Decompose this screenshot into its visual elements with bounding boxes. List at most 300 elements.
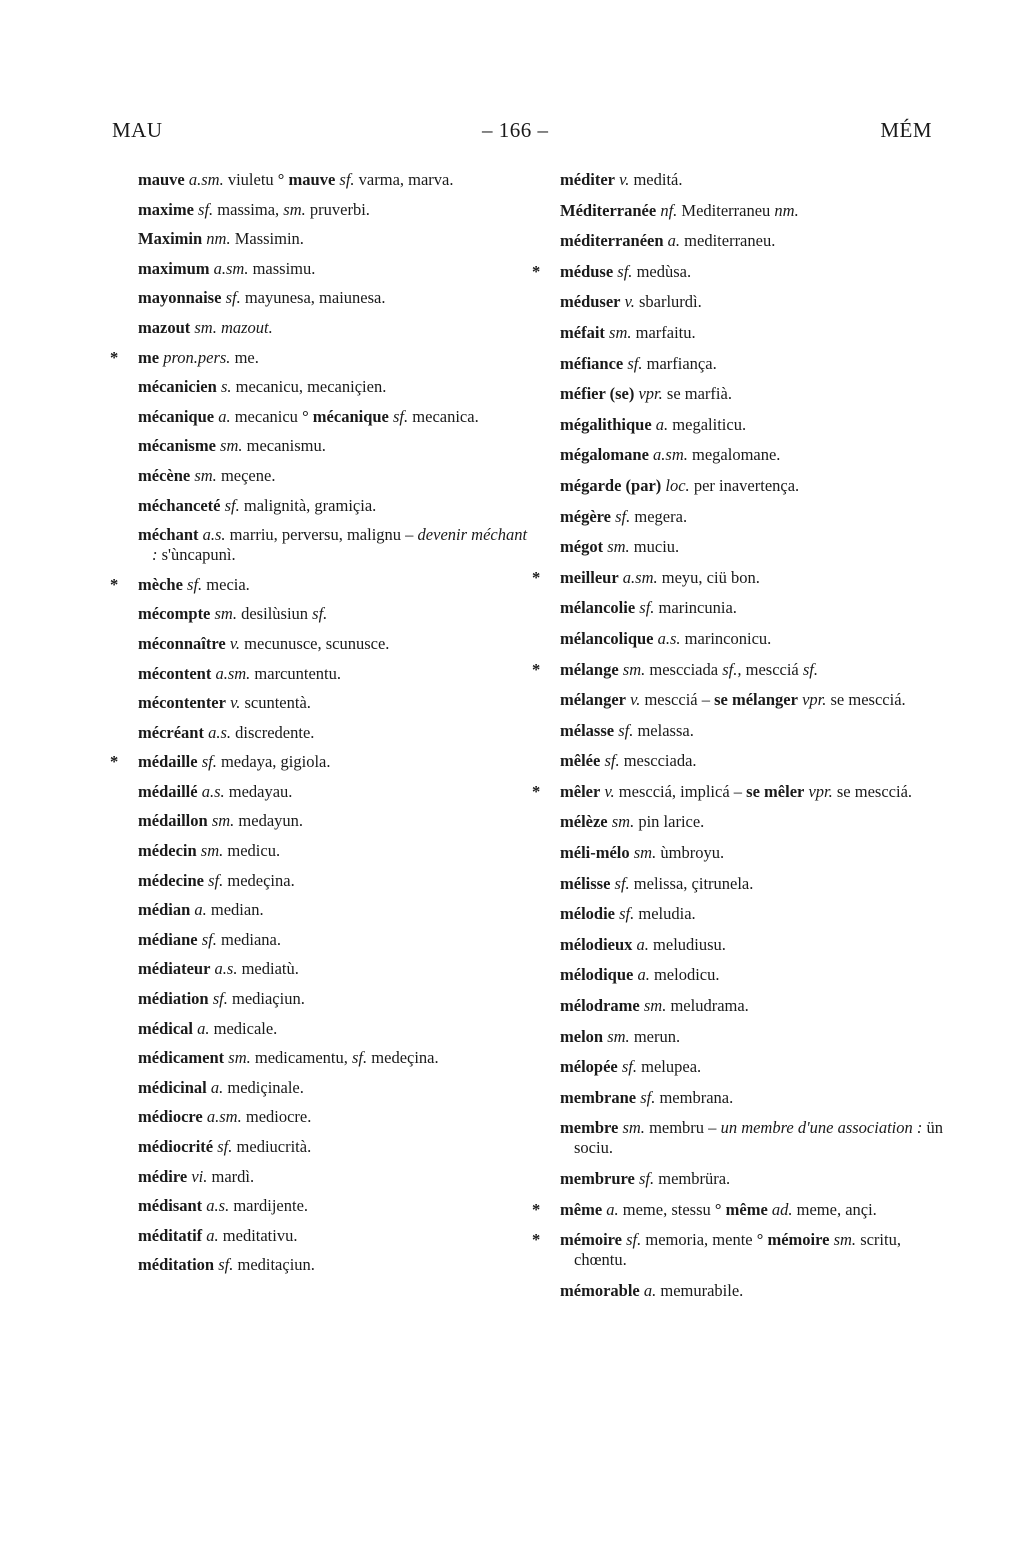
- translation: membrana.: [655, 1087, 734, 1107]
- grammar-label: a.sm.: [209, 258, 249, 278]
- headword: méditer: [560, 170, 615, 189]
- headword: mélange: [560, 659, 619, 679]
- grammar-label: sm.: [190, 317, 217, 337]
- dictionary-entry: [532, 1230, 952, 1270]
- grammar-label: a.sm.: [202, 1107, 242, 1127]
- translation: scuntentà.: [240, 693, 311, 713]
- header-right-guideword: MÉM: [880, 118, 932, 142]
- headword: mécontent: [138, 663, 212, 683]
- translation: membru –: [644, 1118, 717, 1138]
- dictionary-entry: [110, 574, 530, 595]
- headword: se mélanger: [709, 690, 798, 710]
- dictionary-entry: [138, 466, 530, 486]
- left-column: [110, 170, 530, 1285]
- dictionary-entry: [138, 841, 530, 861]
- translation: mescciada.: [619, 751, 697, 771]
- translation: meludia.: [634, 904, 696, 924]
- translation: meditaçiun.: [233, 1255, 315, 1275]
- headword: mélodie: [560, 904, 615, 924]
- headword: méfier (se): [560, 384, 635, 404]
- headword: méchant: [138, 525, 199, 545]
- grammar-label: sf.: [308, 604, 328, 624]
- dictionary-entry: [138, 1078, 530, 1098]
- dictionary-entry: [560, 476, 952, 496]
- grammar-label: sm.: [618, 1118, 645, 1138]
- grammar-label: sm.: [603, 1026, 630, 1046]
- grammar-label: a.: [214, 406, 231, 426]
- translation: meçene.: [216, 465, 276, 485]
- headword: mécanique: [138, 406, 215, 426]
- translation: medicale.: [209, 1018, 278, 1038]
- translation: mardijente.: [229, 1196, 309, 1216]
- grammar-label: a.: [190, 900, 207, 920]
- headword: même: [560, 1199, 603, 1219]
- dictionary-entry: [560, 445, 952, 465]
- grammar-label: a.: [206, 1077, 224, 1097]
- dictionary-entry: [532, 261, 952, 282]
- translation: medayau.: [224, 781, 293, 801]
- dictionary-entry: [560, 843, 952, 863]
- grammar-label: sm.: [224, 1048, 251, 1068]
- dictionary-entry: [560, 598, 952, 618]
- dictionary-entry: [138, 811, 530, 831]
- translation: se mescciá.: [826, 690, 906, 710]
- headword: mémoire: [767, 1230, 830, 1250]
- translation: medaya, gigiola.: [216, 752, 331, 772]
- dictionary-entry: [560, 904, 952, 924]
- dictionary-entry: [138, 989, 530, 1009]
- star-marker: *: [532, 659, 541, 679]
- translation: sbarlurdì.: [634, 292, 702, 312]
- translation: meme, ançi.: [792, 1199, 877, 1219]
- translation: mecanica.: [408, 406, 479, 426]
- dictionary-entry: [138, 377, 530, 397]
- headword: méduser: [560, 292, 621, 312]
- dictionary-entry: [560, 415, 952, 435]
- headword: médiateur: [138, 959, 211, 979]
- headword: mauve: [138, 170, 185, 189]
- headword: méditation: [138, 1255, 215, 1275]
- translation: meludiusu.: [648, 934, 726, 954]
- translation: ün sociu.: [574, 1118, 943, 1158]
- grammar-label: sf.: [208, 989, 228, 1009]
- grammar-label: sm.: [603, 537, 630, 557]
- dictionary-entry: [560, 1027, 952, 1047]
- headword: maximum: [138, 258, 210, 278]
- headword: mèche: [138, 574, 183, 594]
- headword: mêlée: [560, 751, 601, 771]
- star-marker: *: [532, 567, 541, 587]
- dictionary-entry: [560, 935, 952, 955]
- dictionary-entry: [560, 1169, 952, 1189]
- translation: mediucrità.: [232, 1137, 312, 1156]
- example-phrase: mazout.: [216, 317, 273, 337]
- translation: muciu.: [629, 537, 680, 557]
- translation: per inavertença.: [689, 475, 800, 495]
- headword: médaillé: [138, 781, 198, 801]
- grammar-label: sf.: [193, 199, 214, 219]
- headword: mélanger: [560, 690, 626, 710]
- headword: membre: [560, 1118, 619, 1138]
- headword: médiane: [138, 929, 198, 949]
- dictionary-entry: [532, 781, 952, 802]
- grammar-label: sf.: [197, 929, 217, 949]
- translation: medeçina.: [223, 870, 295, 890]
- dictionary-entry: [138, 1137, 530, 1157]
- headword: mégère: [560, 506, 611, 526]
- grammar-label: a.sm.: [648, 445, 688, 465]
- headword: médical: [138, 1018, 193, 1038]
- grammar-label: sf.,: [718, 659, 742, 679]
- headword: médisant: [138, 1196, 203, 1216]
- translation: pin larice.: [634, 812, 705, 832]
- grammar-label: vpr.: [634, 384, 663, 404]
- grammar-label: a.: [633, 965, 650, 985]
- grammar-label: sf.: [615, 904, 635, 924]
- headword: mélodrame: [560, 996, 640, 1016]
- star-marker: *: [532, 781, 541, 801]
- grammar-label: sf.: [388, 406, 409, 426]
- grammar-label: a.s.: [202, 1196, 230, 1216]
- grammar-label: sf.: [600, 751, 620, 771]
- dictionary-entry: [560, 537, 952, 557]
- dictionary-entry: [532, 567, 952, 588]
- grammar-label: vpr.: [804, 781, 833, 801]
- star-marker: *: [532, 1199, 541, 1219]
- translation: se mescciá.: [832, 781, 913, 801]
- headword: meilleur: [560, 567, 619, 587]
- translation: mediatù.: [237, 959, 299, 979]
- headword: méchanceté: [138, 495, 221, 515]
- dictionary-entry: [560, 292, 952, 312]
- headword: médecine: [138, 870, 204, 890]
- translation: marfaitu.: [631, 322, 696, 342]
- translation: me.: [230, 347, 259, 367]
- dictionary-entry: [560, 323, 952, 343]
- grammar-label: sf.: [221, 288, 241, 308]
- headword: mélancolique: [560, 628, 654, 648]
- headword: se mêler: [742, 781, 805, 801]
- dictionary-entry: [138, 288, 530, 308]
- grammar-label: sf.: [617, 1057, 637, 1077]
- dictionary-entry: [138, 871, 530, 891]
- headword: médire: [138, 1166, 188, 1186]
- grammar-label: sf.: [213, 1137, 233, 1156]
- example-phrase: devenir méchant :: [152, 525, 528, 565]
- translation: melissa, çitrunela.: [629, 873, 754, 893]
- translation: marriu, perversu, malignu –: [225, 525, 414, 545]
- dictionary-entry: [560, 1118, 952, 1158]
- grammar-label: a.s.: [653, 628, 681, 648]
- grammar-label: s.: [216, 377, 232, 397]
- headword: mégot: [560, 537, 604, 557]
- translation: mediaçiun.: [227, 989, 305, 1009]
- page-header: [112, 118, 932, 150]
- right-column: [532, 170, 952, 1311]
- grammar-label: v.: [614, 170, 630, 189]
- dictionary-entry: [560, 354, 952, 374]
- translation: viuletu: [223, 170, 274, 189]
- translation: megera.: [630, 506, 688, 526]
- translation: marcuntentu.: [250, 663, 341, 683]
- translation: malignità, gramiçia.: [239, 495, 377, 515]
- grammar-label: a.s.: [203, 722, 232, 742]
- translation: mecanicu, mecaniçien.: [231, 377, 387, 397]
- headword: méditerranéen: [560, 231, 664, 251]
- translation: mescciá –: [640, 690, 710, 710]
- dictionary-entry: [138, 723, 530, 743]
- grammar-label: sf.: [613, 261, 633, 281]
- dictionary-entry: [560, 690, 952, 710]
- headword: méconnaître: [138, 633, 226, 653]
- grammar-label: a.: [602, 1199, 619, 1219]
- translation: meyu, ciü bon.: [657, 567, 760, 587]
- headword: me: [138, 347, 160, 367]
- headword: mélodique: [560, 965, 634, 985]
- headword: mélèze: [560, 812, 608, 832]
- translation: Mediterraneu: [677, 200, 771, 220]
- dictionary-entry: [560, 1281, 952, 1301]
- grammar-label: sf.: [610, 873, 630, 893]
- translation: membrüra.: [654, 1169, 731, 1188]
- dictionary-entry: [138, 1048, 530, 1068]
- translation: massima,: [213, 199, 280, 219]
- dictionary-entry: [560, 231, 952, 251]
- translation: mediana.: [216, 929, 281, 949]
- headword: même: [725, 1199, 768, 1219]
- dictionary-entry: [138, 407, 530, 427]
- headword: mégalithique: [560, 414, 652, 434]
- translation: medùsa.: [632, 261, 692, 281]
- grammar-label: sf.: [636, 1087, 656, 1107]
- translation: meme, stessu: [618, 1199, 711, 1219]
- grammar-label: sf.: [635, 598, 655, 618]
- translation: discredente.: [231, 722, 315, 742]
- dictionary-entry: [138, 930, 530, 950]
- grammar-label: sm.: [639, 996, 667, 1016]
- grammar-label: sf.: [611, 506, 631, 526]
- headword: médian: [138, 900, 191, 920]
- translation: merun.: [629, 1026, 681, 1046]
- grammar-label: sm.: [604, 322, 632, 342]
- translation: mediocre.: [241, 1107, 312, 1127]
- translation: melassa.: [633, 720, 694, 740]
- headword: mémoire: [560, 1230, 622, 1250]
- headword: membrure: [560, 1169, 635, 1188]
- headword: méditatif: [138, 1225, 203, 1245]
- grammar-label: vi.: [187, 1166, 208, 1186]
- grammar-label: v.: [600, 781, 615, 801]
- dictionary-entry: [560, 201, 952, 221]
- star-marker: *: [110, 574, 119, 594]
- headword: membrane: [560, 1087, 637, 1107]
- dictionary-entry: [560, 721, 952, 741]
- headword: mégarde (par): [560, 475, 662, 495]
- grammar-label: sm.: [629, 843, 657, 863]
- star-marker: *: [532, 261, 541, 281]
- grammar-label: sf.: [182, 574, 203, 594]
- grammar-label: v.: [620, 292, 635, 312]
- headword: melon: [560, 1026, 604, 1046]
- dictionary-entry: [532, 659, 952, 680]
- grammar-label: sf.: [203, 870, 224, 890]
- dictionary-entry: [138, 693, 530, 713]
- grammar-label: sf.: [634, 1169, 655, 1188]
- grammar-label: sm.: [829, 1230, 857, 1250]
- headword: méli-mélo: [560, 843, 630, 863]
- dictionary-entry: [138, 229, 530, 249]
- dictionary-entry: [560, 751, 952, 771]
- dictionary-entry: [560, 629, 952, 649]
- headword: mégalomane: [560, 445, 649, 465]
- grammar-label: a.: [193, 1018, 210, 1038]
- translation: mardì.: [207, 1166, 255, 1186]
- translation: Massimin.: [230, 229, 304, 249]
- page-number: – 166 –: [482, 118, 549, 142]
- translation: mayunesa, maiunesa.: [240, 288, 386, 308]
- translation: mescciá: [741, 659, 799, 679]
- translation: pruverbi.: [305, 199, 370, 219]
- grammar-label: nm.: [202, 229, 231, 249]
- translation: ùmbroyu.: [656, 843, 725, 863]
- grammar-label: sm.: [207, 811, 235, 831]
- dictionary-entry: [138, 900, 530, 920]
- translation: mescciá, implicá –: [614, 781, 743, 801]
- dictionary-entry: [560, 170, 952, 190]
- translation: mediterraneu.: [680, 231, 776, 251]
- translation: varma, marva.: [354, 170, 454, 189]
- headword: méfiance: [560, 353, 624, 373]
- translation: mecanicu: [230, 406, 298, 426]
- grammar-label: a.sm.: [184, 170, 224, 189]
- dictionary-entry: [138, 664, 530, 684]
- grammar-label: sf.: [197, 752, 217, 772]
- dictionary-entry: [560, 507, 952, 527]
- grammar-label: vpr.: [797, 690, 827, 710]
- translation: median.: [206, 900, 264, 920]
- grammar-label: sf.: [214, 1255, 234, 1275]
- header-left-guideword: MAU: [112, 118, 163, 142]
- grammar-label: sf.: [623, 353, 643, 373]
- headword: Maximin: [138, 229, 203, 249]
- dictionary-entry: [138, 1226, 530, 1246]
- translation: medicu.: [223, 841, 281, 861]
- translation: scritu, chœntu.: [574, 1230, 901, 1270]
- separator: °: [273, 170, 289, 189]
- headword: médaillon: [138, 811, 208, 831]
- grammar-label: v.: [625, 690, 641, 710]
- headword: mémorable: [560, 1280, 640, 1300]
- dictionary-entry: [138, 959, 530, 979]
- dictionary-entry: [138, 496, 530, 516]
- headword: maxime: [138, 199, 194, 219]
- grammar-label: a.sm.: [211, 663, 251, 683]
- star-marker: *: [532, 1230, 541, 1250]
- dictionary-entry: [560, 384, 952, 404]
- separator: °: [297, 406, 313, 426]
- grammar-label: sm.: [215, 436, 243, 456]
- headword: mécréant: [138, 722, 204, 742]
- headword: médaille: [138, 752, 198, 772]
- headword: mayonnaise: [138, 288, 222, 308]
- dictionary-entry: [532, 1199, 952, 1220]
- headword: médiocre: [138, 1107, 203, 1127]
- dictionary-entry: [138, 1255, 530, 1275]
- headword: mécanisme: [138, 436, 216, 456]
- dictionary-entry: [138, 1107, 530, 1127]
- headword: médiation: [138, 989, 209, 1009]
- translation: melodicu.: [649, 965, 720, 985]
- headword: médiocrité: [138, 1137, 214, 1156]
- headword: mélancolie: [560, 598, 636, 618]
- translation: megaliticu.: [668, 414, 747, 434]
- dictionary-entry: [110, 752, 530, 772]
- grammar-label: v.: [225, 693, 241, 713]
- grammar-label: sf.: [614, 720, 634, 740]
- dictionary-entry: [138, 1019, 530, 1039]
- headword: mécanicien: [138, 377, 217, 397]
- grammar-label: a.s.: [210, 959, 238, 979]
- dictionary-entry: [138, 170, 530, 190]
- translation: meditá.: [629, 170, 683, 189]
- headword: mazout: [138, 317, 191, 337]
- headword: médicinal: [138, 1077, 207, 1097]
- example-phrase: un membre d'une association :: [716, 1118, 923, 1138]
- dictionary-entry: [138, 318, 530, 338]
- translation: s'ùncapunì.: [157, 545, 236, 565]
- dictionary-entry: [110, 347, 530, 368]
- translation: medicamentu,: [250, 1048, 348, 1068]
- translation: medayun.: [234, 811, 304, 831]
- grammar-label: nm.: [770, 200, 799, 220]
- headword: mélisse: [560, 873, 611, 893]
- translation: memurabile.: [656, 1280, 744, 1300]
- translation: marincunia.: [654, 598, 737, 618]
- headword: mélodieux: [560, 934, 633, 954]
- grammar-label: sm.: [607, 812, 635, 832]
- headword: mêler: [560, 781, 601, 801]
- grammar-label: nf.: [656, 200, 678, 220]
- translation: mecia.: [202, 574, 250, 594]
- grammar-label: a.: [663, 231, 681, 251]
- translation: meditativu.: [218, 1225, 298, 1245]
- grammar-label: sm.: [196, 841, 224, 861]
- headword: mauve: [288, 170, 336, 189]
- dictionary-entry: [560, 1088, 952, 1108]
- grammar-label: sf.: [798, 659, 819, 679]
- headword: mécène: [138, 465, 191, 485]
- headword: mélopée: [560, 1057, 618, 1077]
- grammar-label: a.s.: [198, 525, 226, 545]
- grammar-label: a.: [202, 1225, 219, 1245]
- dictionary-entry: [138, 200, 530, 220]
- grammar-label: sf.: [220, 495, 240, 515]
- translation: marinconicu.: [680, 628, 772, 648]
- translation: desilùsiun: [236, 604, 309, 624]
- dictionary-entry: [560, 996, 952, 1016]
- translation: mediçinale.: [223, 1077, 304, 1097]
- grammar-label: a.sm.: [618, 567, 658, 587]
- separator: °: [710, 1199, 726, 1219]
- grammar-label: a.: [651, 414, 669, 434]
- grammar-label: v.: [225, 633, 241, 653]
- dictionary-entry: [138, 525, 530, 565]
- dictionary-entry: [138, 436, 530, 456]
- translation: medeçina.: [367, 1048, 439, 1068]
- grammar-label: sf.: [347, 1048, 368, 1068]
- separator: °: [752, 1230, 768, 1250]
- headword: médecin: [138, 841, 197, 861]
